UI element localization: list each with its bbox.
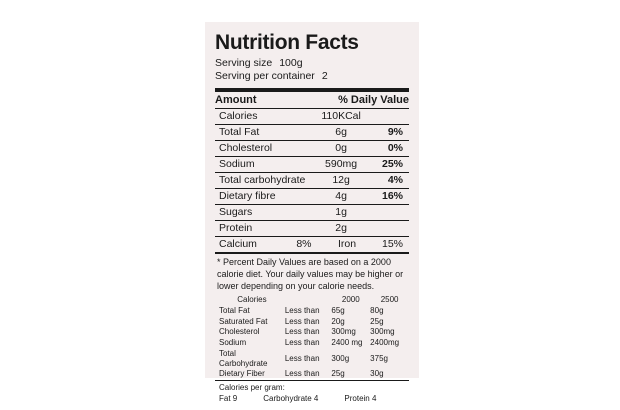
nutrient-amount: 110KCal bbox=[316, 108, 366, 124]
nutrient-name: Sugars bbox=[215, 204, 316, 220]
table-row bbox=[215, 124, 409, 140]
dv-header-blank bbox=[285, 295, 332, 306]
dv-row-2500: 30g bbox=[370, 369, 384, 379]
dv-row-2500: 300mg bbox=[370, 327, 395, 337]
dv-row-name: Sodium bbox=[219, 338, 247, 348]
dv-row-qualifier: Less than bbox=[284, 316, 320, 326]
nutrient-name: Total Fat bbox=[215, 124, 316, 140]
dv-row-2000: 20g bbox=[331, 316, 345, 326]
table-row bbox=[215, 156, 409, 172]
table-header-row bbox=[215, 295, 409, 306]
iron-value: 15% bbox=[366, 237, 409, 253]
nutrient-dv: 9% bbox=[366, 124, 409, 140]
calories-per-gram-carbohydrate: Carbohydrate 4 bbox=[263, 393, 319, 403]
nutrient-name: Dietary fibre bbox=[215, 188, 316, 204]
table-row bbox=[215, 140, 409, 156]
dv-row-2500: 25g bbox=[370, 316, 384, 326]
nutrient-dv: 16% bbox=[366, 188, 409, 204]
dv-row-qualifier: Less than bbox=[284, 338, 320, 348]
calories-per-gram-section bbox=[215, 381, 409, 405]
nutrient-name: Sodium bbox=[215, 156, 316, 172]
page-title: Nutrition Facts bbox=[215, 31, 359, 54]
nutrient-name: Cholesterol bbox=[215, 140, 316, 156]
dv-header-2000: 2000 bbox=[341, 295, 360, 305]
dv-row-2000: 300g bbox=[331, 353, 350, 363]
servings-per-container-line bbox=[215, 70, 409, 83]
nutrient-amount: 0g bbox=[316, 140, 366, 156]
nutrition-facts-label bbox=[205, 22, 419, 403]
nutrient-dv bbox=[366, 204, 409, 220]
serving-size-line bbox=[215, 57, 409, 70]
nutrient-dv: 4% bbox=[366, 172, 409, 188]
daily-value-header: % Daily Value bbox=[338, 93, 409, 106]
calcium-label: Calcium bbox=[215, 237, 282, 253]
servings-per-container-value: 2 bbox=[321, 70, 328, 83]
dv-header-calories: Calories bbox=[237, 295, 267, 305]
dv-row-name: Dietary Fiber bbox=[219, 369, 265, 379]
table-row bbox=[215, 316, 409, 327]
nutrient-name: Calories bbox=[215, 108, 316, 124]
nutrient-dv: 25% bbox=[366, 156, 409, 172]
dv-row-name: Total Carbohydrate bbox=[219, 348, 268, 368]
calories-per-gram-header: Calories per gram: bbox=[219, 382, 285, 392]
table-row bbox=[215, 172, 409, 188]
table-row bbox=[215, 305, 409, 316]
nutrient-dv: 0% bbox=[366, 140, 409, 156]
dv-row-2500: 2400mg bbox=[370, 338, 400, 348]
table-row bbox=[215, 220, 409, 236]
dv-row-name: Total Fat bbox=[219, 305, 250, 315]
dv-row-name: Cholesterol bbox=[219, 327, 260, 337]
nutrient-amount: 6g bbox=[316, 124, 366, 140]
nutrients-table bbox=[215, 108, 409, 237]
table-row bbox=[215, 338, 409, 349]
dv-row-name: Saturated Fat bbox=[219, 316, 268, 326]
nutrient-amount: 4g bbox=[316, 188, 366, 204]
serving-size-value: 100g bbox=[279, 57, 303, 70]
dv-row-2500: 375g bbox=[370, 353, 388, 363]
dv-row-qualifier: Less than bbox=[284, 369, 320, 379]
calories-per-gram-fat: Fat 9 bbox=[219, 393, 238, 403]
table-row bbox=[215, 108, 409, 124]
amount-header-table bbox=[215, 92, 409, 108]
amount-header: Amount bbox=[215, 93, 257, 106]
nutrient-dv bbox=[366, 220, 409, 236]
nutrient-name: Total carbohydrate bbox=[215, 172, 316, 188]
nutrient-amount: 1g bbox=[316, 204, 366, 220]
servings-per-container-label: Serving per container bbox=[215, 70, 315, 83]
dv-row-2000: 65g bbox=[331, 305, 345, 315]
daily-values-reference-table bbox=[215, 295, 409, 380]
calcium-value: 8% bbox=[282, 237, 322, 253]
table-row bbox=[215, 369, 409, 380]
serving-size-label: Serving size bbox=[215, 57, 273, 70]
dv-row-qualifier: Less than bbox=[284, 327, 320, 337]
dv-row-qualifier: Less than bbox=[284, 305, 320, 315]
table-row bbox=[215, 348, 409, 369]
nutrient-amount: 12g bbox=[316, 172, 366, 188]
dv-row-2000: 300mg bbox=[331, 327, 356, 337]
dv-header-2500: 2500 bbox=[380, 295, 399, 305]
nutrient-name: Protein bbox=[215, 220, 316, 236]
table-row bbox=[215, 327, 409, 338]
nutrient-dv bbox=[366, 108, 409, 124]
nutrient-amount: 590mg bbox=[316, 156, 366, 172]
iron-label: Iron bbox=[322, 237, 367, 253]
minerals-table bbox=[215, 237, 409, 254]
dv-row-qualifier: Less than bbox=[284, 353, 320, 363]
calories-per-gram-protein: Protein 4 bbox=[344, 393, 377, 403]
nutrient-amount: 2g bbox=[316, 220, 366, 236]
dv-row-2000: 25g bbox=[331, 369, 345, 379]
table-row bbox=[215, 204, 409, 220]
table-row bbox=[215, 188, 409, 204]
daily-value-footnote: * Percent Daily Values are based on a 2000 calorie diet. Your daily values may be higher or lower depending on your calorie needs. bbox=[217, 256, 404, 291]
dv-row-2000: 2400 mg bbox=[331, 338, 363, 348]
dv-row-2500: 80g bbox=[370, 305, 384, 315]
